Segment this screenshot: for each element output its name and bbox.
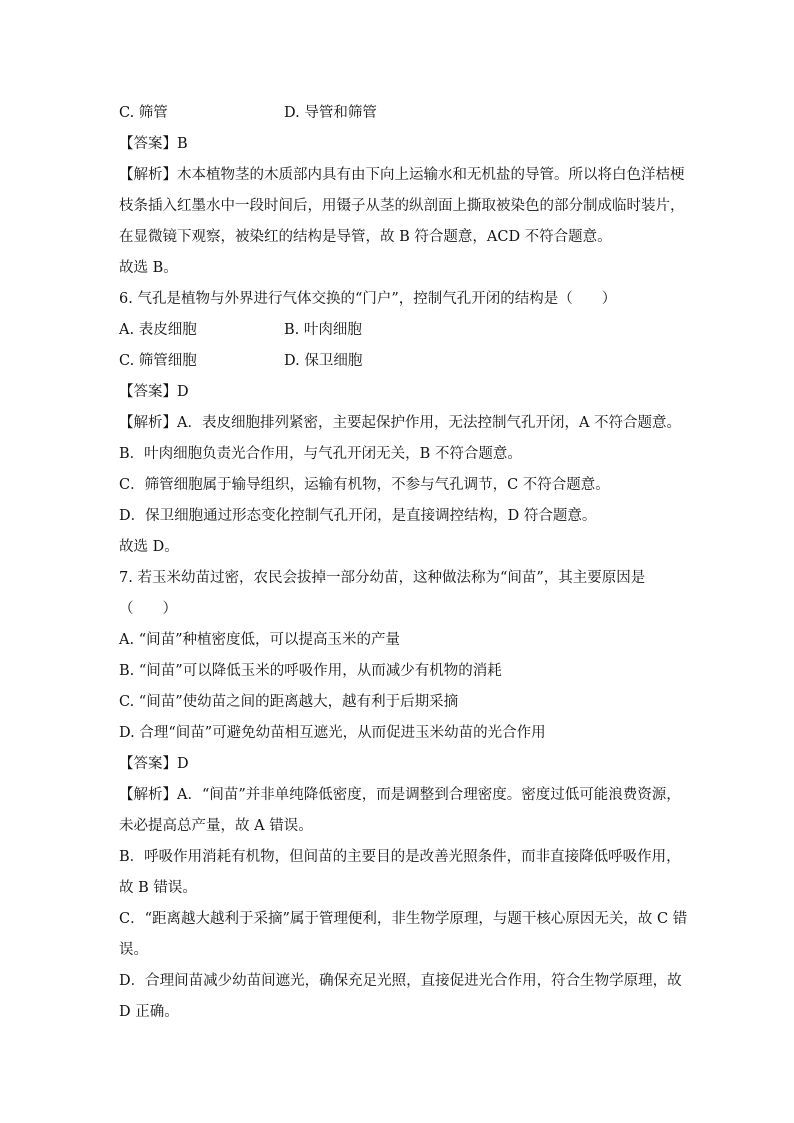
q6-analysis-b: B．叶肉细胞负责光合作用，与气孔开闭无关，B 不符合题意。 xyxy=(119,446,522,462)
q6-answer: 【答案】D xyxy=(119,384,189,400)
q6-analysis-d: D．保卫细胞通过形态变化控制气孔开闭，是直接调控结构，D 符合题意。 xyxy=(119,508,597,524)
q5-analysis-line-1: 【解析】木本植物茎的木质部内具有由下向上运输水和无机盐的导管。所以将白色洋桔梗 xyxy=(119,167,685,183)
q6-option-d: D. 保卫细胞 xyxy=(284,353,363,369)
q7-analysis-b-line-2: 故 B 错误。 xyxy=(119,880,197,896)
q6-conclusion: 故选 D。 xyxy=(119,539,179,555)
q7-option-a: A. “间苗”种植密度低，可以提高玉米的产量 xyxy=(119,632,401,648)
q6-option-b: B. 叶肉细胞 xyxy=(284,322,362,338)
q6-option-a: A. 表皮细胞 xyxy=(119,322,197,338)
q7-analysis-b-line-1: B．呼吸作用消耗有机物，但间苗的主要目的是改善光照条件，而非直接降低呼吸作用， xyxy=(119,849,681,865)
q6-option-c: C. 筛管细胞 xyxy=(119,353,197,369)
q5-option-d: D. 导管和筛管 xyxy=(284,105,377,121)
q7-answer: 【答案】D xyxy=(119,756,189,772)
q6-analysis-a: 【解析】A．表皮细胞排列紧密，主要起保护作用，无法控制气孔开闭，A 不符合题意。 xyxy=(119,415,682,431)
q5-answer: 【答案】B xyxy=(119,136,188,152)
q6-analysis-c: C．筛管细胞属于输导组织，运输有机物，不参与气孔调节，C 不符合题意。 xyxy=(119,477,610,493)
q7-option-b: B. “间苗”可以降低玉米的呼吸作用，从而减少有机物的消耗 xyxy=(119,663,502,679)
q7-analysis-a-line-2: 未必提高总产量，故 A 错误。 xyxy=(119,818,313,834)
q7-analysis-a-line-1: 【解析】A．“间苗”并非单纯降低密度，而是调整到合理密度。密度过低可能浪费资源， xyxy=(119,787,681,803)
q7-option-d: D. 合理“间苗”可避免幼苗相互遮光，从而促进玉米幼苗的光合作用 xyxy=(119,725,546,741)
q5-analysis-line-3: 在显微镜下观察，被染红的结构是导管，故 B 符合题意，ACD 不符合题意。 xyxy=(119,229,612,245)
q7-analysis-d-line-2: D 正确。 xyxy=(119,1004,179,1020)
q7-option-c: C. “间苗”使幼苗之间的距离越大，越有利于后期采摘 xyxy=(119,694,459,710)
q6-question: 6. 气孔是植物与外界进行气体交换的“门户”，控制气孔开闭的结构是（ ） xyxy=(119,291,617,307)
q5-option-c: C. 筛管 xyxy=(119,105,168,121)
q7-question-line-1: 7. 若玉米幼苗过密，农民会拔掉一部分幼苗，这种做法称为“间苗”，其主要原因是 xyxy=(119,570,646,586)
q7-question-line-2: （ ） xyxy=(119,601,177,617)
q7-analysis-d-line-1: D．合理间苗减少幼苗间遮光，确保充足光照，直接促进光合作用，符合生物学原理，故 xyxy=(119,973,682,989)
q5-analysis-line-2: 枝条插入红墨水中一段时间后，用镊子从茎的纵剖面上撕取被染色的部分制成临时装片， xyxy=(119,198,685,214)
q7-analysis-c-line-2: 误。 xyxy=(119,942,148,958)
q7-analysis-c-line-1: C．“距离越大越利于采摘”属于管理便利，非生物学原理，与题干核心原因无关，故 C 错 xyxy=(119,911,688,927)
q5-conclusion: 故选 B。 xyxy=(119,260,178,276)
